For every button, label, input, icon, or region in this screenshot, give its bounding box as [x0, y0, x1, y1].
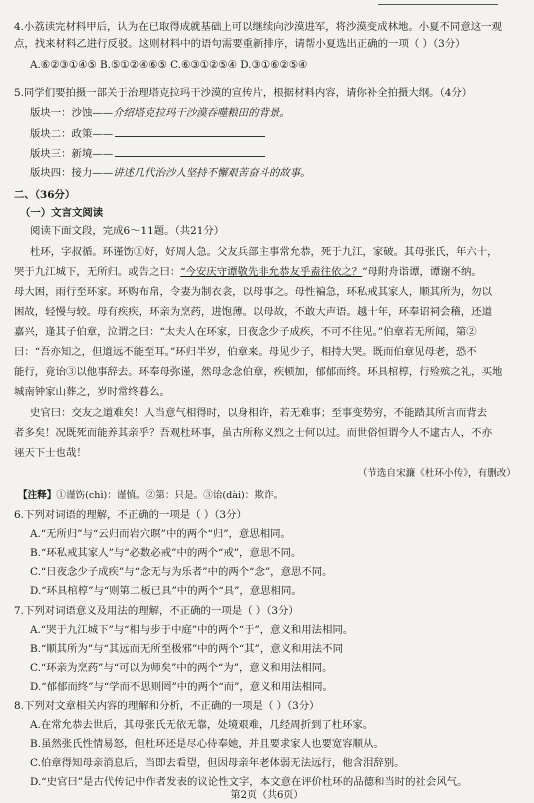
q6-stem: 6.下列对词语的理解，不正确的一项是（ ）（3分）	[14, 509, 247, 521]
page-footer: 第2页（共6页）	[230, 790, 304, 801]
q5-stem: 5.同学们要拍摄一部关于治理塔克拉玛干沙漠的宣传片，根据材料内容，请你补全拍摄大纲。（4分）	[14, 87, 473, 99]
q6-option-a: A.“无所归”与“云归而岩穴暝”中的两个“归”，意思相同。	[30, 528, 291, 540]
q5-block-1-answer: 介绍塔克拉玛干沙漠吞噬粮田的背景。	[113, 107, 290, 119]
q8-option-b: B.虽然张氏性情易怒，但杜环还是尽心侍奉她，并且要求家人也要宽容顺从。	[30, 738, 384, 750]
section-2-intro: 阅读下面文段，完成6～11题。（共21分）	[30, 225, 225, 237]
q4-line-1: 4.小荔读完材料甲后，认为在已取得成就基础上可以继续向沙漠进军，将沙漠变成林地。小夏不同意这一观	[14, 21, 502, 33]
notes-text: ①谨饬(chì)：谨慎。②第：只是。③诒(dài)：欺诈。	[56, 490, 284, 501]
passage-line-7: 能行，竟诒③以他事辞去。环奉母弥谨，然母念念伯章，疾顿加，郁郁而终。环具棺椁，行殓殡之礼，买地	[14, 366, 503, 378]
passage-source: （节选自宋濂《杜环小传》，有删改）	[357, 468, 516, 479]
q5-block-3-label: 版块三：新境——	[30, 148, 114, 160]
q5-block-2-label: 版块二：政策——	[30, 128, 114, 140]
q8-option-c: C.伯章得知母亲消息后，当即去看望，但因母亲年老体弱无法远行，他含泪辞别。	[30, 757, 405, 769]
q6-option-b: B.“环私戒其家人”与“必数必戒”中的两个“戒”，意思不同。	[30, 547, 302, 559]
q6-option-c: C.“日夜念少子成疾”与“念无与为乐者”中的两个“念”，意思不同。	[30, 566, 333, 578]
q4-options: A.⑥②③①④⑤ B.⑤①②④⑥⑤ C.⑥③①②⑤④ D.③①⑥②⑤④	[30, 59, 308, 71]
passage-line-2a: 哭于九江城下，无所归。或告之曰：	[14, 266, 181, 278]
q7-option-c: C.“环亲为烹药”与“可以为师矣”中的两个“为”，意义和用法相同。	[30, 662, 333, 674]
passage-line-11: 诬天下士也哉！	[14, 447, 87, 459]
top-rule	[378, 4, 498, 5]
passage-line-10: 者多矣！况既死而能养其亲乎？吾观杜环事，虽古所称义烈之士何以过。而世俗恒谓今人不逮古人，不亦	[14, 427, 492, 439]
passage-line-4: 困故，轻慢与较。母有疾疾，环亲为烹药，进饱薄。以母故，不敢大声语。越十年，环奉诏祠会稽，还道	[14, 306, 492, 318]
q5-block-3	[30, 146, 524, 162]
q5-block-1	[30, 106, 524, 121]
q8-option-a: A.在常允恭去世后，其母张氏无依无靠，处境艰难，几经周折到了杜环家。	[30, 719, 374, 731]
passage-line-3: 母大困，雨行至环家。环购布帛，令妻为制衣衾，以母事之。母性褊急，环私戒其家人，顺其所为，勿以	[14, 286, 492, 298]
passage-line-5: 嘉兴，逢其子伯章，泣谓之曰：“太夫人在环家，日夜念少子成疾，不可不往见。”伯章若无所闻，第②	[14, 326, 477, 338]
q5-block-3-blank[interactable]	[115, 146, 265, 157]
q5-block-2-blank[interactable]	[115, 126, 265, 137]
section-2-subtitle: （一）文言文阅读	[20, 207, 104, 219]
q5-block-4-label: 版块四：接力——	[30, 167, 114, 179]
q7-option-d: D.“郁郁而终”与“学而不思则罔”中的两个“而”，意义和用法相同。	[30, 681, 333, 693]
q8-option-d: D.“史官曰”是古代传记中作者发表的议论性文字，本文意在评价杜环的品德和当时的社会风气。	[30, 776, 468, 788]
q6-option-d: D.“环具棺椁”与“则第二板已具”中的两个“具”，意思相同。	[30, 585, 302, 597]
q8-stem: 8.下列对文章相关内容的理解和分析，不正确的一项是（ ）（3分）	[14, 700, 320, 712]
passage-line-1: 杜环，字叔循。环谨饬①好，好周人急。父友兵部主事常允恭，死于九江，家破。其母张氏，年六十，	[30, 246, 498, 258]
q5-block-4-answer: 讲述几代治沙人坚持不懈艰苦奋斗的故事。	[113, 167, 311, 179]
passage-underlined-sentence: “今安庆守谭敬先非允恭友乎盍往依之？	[180, 266, 363, 278]
q7-option-b: B.“顺其所为”与“其远而无所至极邪”中的两个“其”，意义和用法不同	[30, 643, 343, 655]
q5-block-1-label: 版块一：沙蚀——	[30, 107, 114, 119]
passage-line-2	[14, 265, 524, 280]
q5-block-2	[30, 126, 524, 142]
passage-line-6: 曰：“吾亦知之，但道远不能至耳。”环归半岁，伯章来。母见少子，相持大哭。既而伯章见母老，恐不	[14, 346, 477, 358]
q4-line-2: 点，找来材料乙进行反驳。这则材料中的语句需要重新排序，请帮小夏选出正确的一项（ ）（3分）	[14, 38, 466, 50]
passage-line-9: 史官曰：交友之道难矣！人当意气相得时，以身相许，若无难事；至事变势穷，不能踏其所言而背去	[30, 407, 488, 419]
passage-line-2b: ”母附舟诣谭，谭谢不纳。	[362, 266, 482, 278]
notes-label: 【注释】	[18, 490, 57, 501]
section-2-title: 二、（36分）	[14, 189, 76, 201]
q7-option-a: A.“哭于九江城下”与“相与步于中庭”中的两个“于”，意义和用法相同。	[30, 624, 354, 636]
q7-stem: 7.下列对词语意义及用法的理解，不正确的一项是（ ）（3分）	[14, 605, 299, 617]
notes	[18, 488, 524, 503]
passage-line-8: 城南钟家山葬之，岁时常终暮么。	[14, 386, 170, 398]
q5-block-4	[30, 166, 524, 181]
